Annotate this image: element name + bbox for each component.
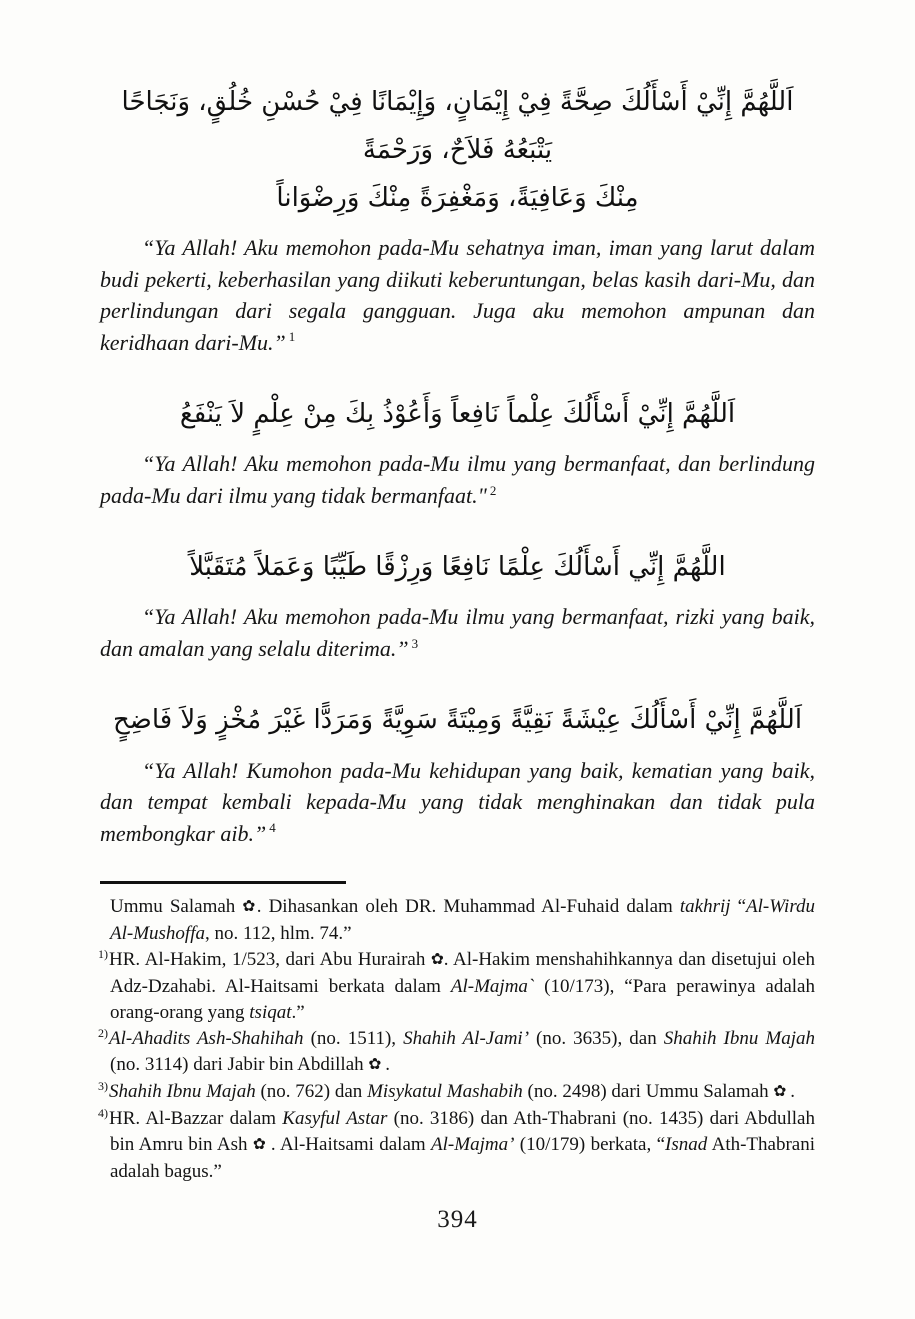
translation-paragraph-1 — [100, 232, 815, 358]
footnote-segment: Isnad — [665, 1134, 708, 1156]
footnote-text — [109, 1028, 815, 1075]
footnote-segment: . — [785, 1081, 795, 1103]
arabic-dua-3-line-1: اللَّهُمَّ إِنِّي أَسْأَلُكَ عِلْمًا نَافِعًا وَرِزْقًا طَيِّبًا وَعَمَلاً مُتَقَبَّلاً — [189, 552, 726, 583]
footnote-segment: Shahih Ibnu Majah — [663, 1028, 815, 1050]
arabic-dua-4 — [100, 696, 815, 744]
footnote-segment: HR. Al-Hakim, 1/523, dari Abu Hurairah — [109, 949, 431, 971]
footnote-segment: (no. 1511), — [303, 1028, 404, 1050]
footnote-segment: Kasyful Astar — [282, 1108, 388, 1130]
footnote-segment: Ummu Salamah — [110, 896, 243, 918]
footnote-segment: (no. 762) dan — [255, 1081, 368, 1103]
translation-text: “Ya Allah! Aku memohon pada-Mu ilmu yang bermanfaat, rizki yang baik, dan amalan yang selalu diterima.” — [100, 604, 815, 661]
footnote-segment: (10/179) berkata, “ — [514, 1134, 666, 1156]
footnote-segment: takhrij — [679, 896, 731, 918]
footnote-4 — [100, 1106, 815, 1185]
footnote-segment: .” — [291, 1002, 305, 1024]
footnote-ref-4: 4 — [269, 820, 276, 836]
dua-section-2 — [100, 390, 815, 511]
honorific-symbol: ✿ — [242, 898, 257, 916]
translation-paragraph-3 — [100, 601, 815, 664]
arabic-dua-1-line-2: مِنْكَ وَعَافِيَةً، وَمَغْفِرَةً مِنْكَ وَرِضْوَاناً — [276, 183, 639, 214]
page-number: 394 — [437, 1206, 478, 1233]
honorific-symbol: ✿ — [252, 1136, 266, 1154]
arabic-dua-4-line-1: اَللَّهُمَّ إِنِّيْ أَسْأَلُكَ عِيْشَةً نَقِيَّةً وَمِيْتَةً سَوِيَّةً وَمَرَدًّا غَيْرَ مُخْزٍ وَلاَ فَاضِحٍ — [112, 705, 803, 736]
footnote-3 — [100, 1079, 815, 1106]
footnote-segment: Al-Ahadits Ash-Shahihah — [109, 1028, 304, 1050]
footnote-text — [110, 896, 815, 944]
footnote-segment: Al-Wirdu Al-Mushoffa — [110, 896, 816, 945]
arabic-dua-2-line-1: اَللَّهُمَّ إِنِّيْ أَسْأَلُكَ عِلْماً نَافِعاً وَأَعُوْذُ بِكَ مِنْ عِلْمٍ لاَ يَنْفَعُ — [179, 399, 736, 430]
footnote-text — [109, 1081, 795, 1102]
footnote-segment: tsiqat — [249, 1002, 292, 1024]
footnote-marker-4: 4) — [98, 1105, 108, 1120]
footnote-segment: . Al-Haitsami dalam — [265, 1134, 432, 1156]
translation-text: “Ya Allah! Aku memohon pada-Mu sehatnya iman, iman yang larut dalam budi pekerti, keberhasilan yang diikuti keberuntungan, belas kasih dari-Mu, dan perlindungan dari segala gangguan. Juga aku memohon ampunan dan keridhaan dari-Mu.” — [100, 235, 815, 355]
footnote-ref-1: 1 — [288, 329, 296, 345]
footnote-segment: . Al-Hakim menshahihkannya dan disetujui oleh Adz-Dzahabi. Al-Haitsami berkata dalam — [110, 949, 815, 998]
footnote-ref-3: 3 — [411, 635, 419, 651]
footnote-segment: Ath-Thabrani adalah bagus.” — [110, 1134, 816, 1183]
footnote-continuation — [100, 894, 815, 947]
honorific-symbol: ✿ — [773, 1083, 786, 1101]
footnote-segment: . — [380, 1054, 390, 1076]
footnote-segment: . Dihasankan oleh DR. Muhammad Al-Fuhaid dalam — [256, 896, 680, 918]
footnotes-block — [100, 894, 815, 1185]
footnote-segment: Al-Majma’ — [431, 1134, 515, 1156]
arabic-dua-3 — [100, 543, 815, 591]
footnote-text — [109, 1108, 815, 1182]
honorific-symbol: ✿ — [368, 1056, 381, 1074]
footnote-marker-2: 2) — [98, 1025, 108, 1040]
arabic-dua-1 — [100, 78, 815, 222]
footnote-segment: Shahih Ibnu Majah — [109, 1081, 256, 1103]
footnote-marker-3: 3) — [98, 1078, 108, 1093]
footnote-1 — [100, 947, 815, 1026]
footnote-segment: Misykatul Mashabih — [367, 1081, 523, 1103]
dua-section-4 — [100, 696, 815, 849]
footnote-marker-1: 1) — [98, 946, 108, 961]
footnote-segment: (10/173), “Para perawinya adalah orang-orang yang — [110, 976, 815, 1024]
arabic-dua-1-line-1: اَللَّهُمَّ إِنِّيْ أَسْأَلُكَ صِحَّةً فِيْ إِيْمَانٍ، وَإِيْمَانًا فِيْ حُسْنِ خُلُقٍ، وَنَجَاحًا يَتْبَعُهُ فَلاَحٌ، وَرَحْمَةً — [121, 87, 794, 166]
footnote-text — [109, 949, 815, 1023]
footnote-segment: (no. 3114) dari Jabir bin Abdillah — [110, 1054, 369, 1076]
footnote-segment: (no. 2498) dari Ummu Salamah — [522, 1081, 774, 1103]
footnote-ref-2: 2 — [489, 482, 497, 498]
footnote-segment: HR. Al-Bazzar dalam — [109, 1108, 283, 1130]
translation-paragraph-4 — [100, 755, 815, 850]
footnote-segment: “ — [730, 896, 747, 918]
footnote-segment: Shahih Al-Jami’ — [403, 1028, 530, 1050]
translation-paragraph-2 — [100, 448, 815, 511]
footnote-segment: (no. 3635), dan — [529, 1028, 664, 1050]
translation-text: “Ya Allah! Kumohon pada-Mu kehidupan yang baik, kematian yang baik, dan tempat kembali kepada-Mu yang tidak menghinakan dan tidak pula membongkar aib.” — [100, 757, 815, 846]
arabic-dua-2 — [100, 390, 815, 438]
dua-section-3 — [100, 543, 815, 664]
footnote-segment: , no. 112, hlm. 74.” — [205, 923, 352, 945]
footnote-segment: (no. 3186) dan Ath-Thabrani (no. 1435) dari Abdullah bin Amru bin Ash — [110, 1108, 815, 1156]
translation-text: “Ya Allah! Aku memohon pada-Mu ilmu yang bermanfaat, dan berlindung pada-Mu dari ilmu yang tidak bermanfaat." — [100, 451, 815, 508]
footnote-segment: Al-Majma` — [450, 976, 535, 998]
footnote-separator — [100, 881, 346, 884]
honorific-symbol: ✿ — [430, 951, 444, 969]
dua-section-1 — [100, 78, 815, 358]
footnote-2 — [100, 1026, 815, 1079]
